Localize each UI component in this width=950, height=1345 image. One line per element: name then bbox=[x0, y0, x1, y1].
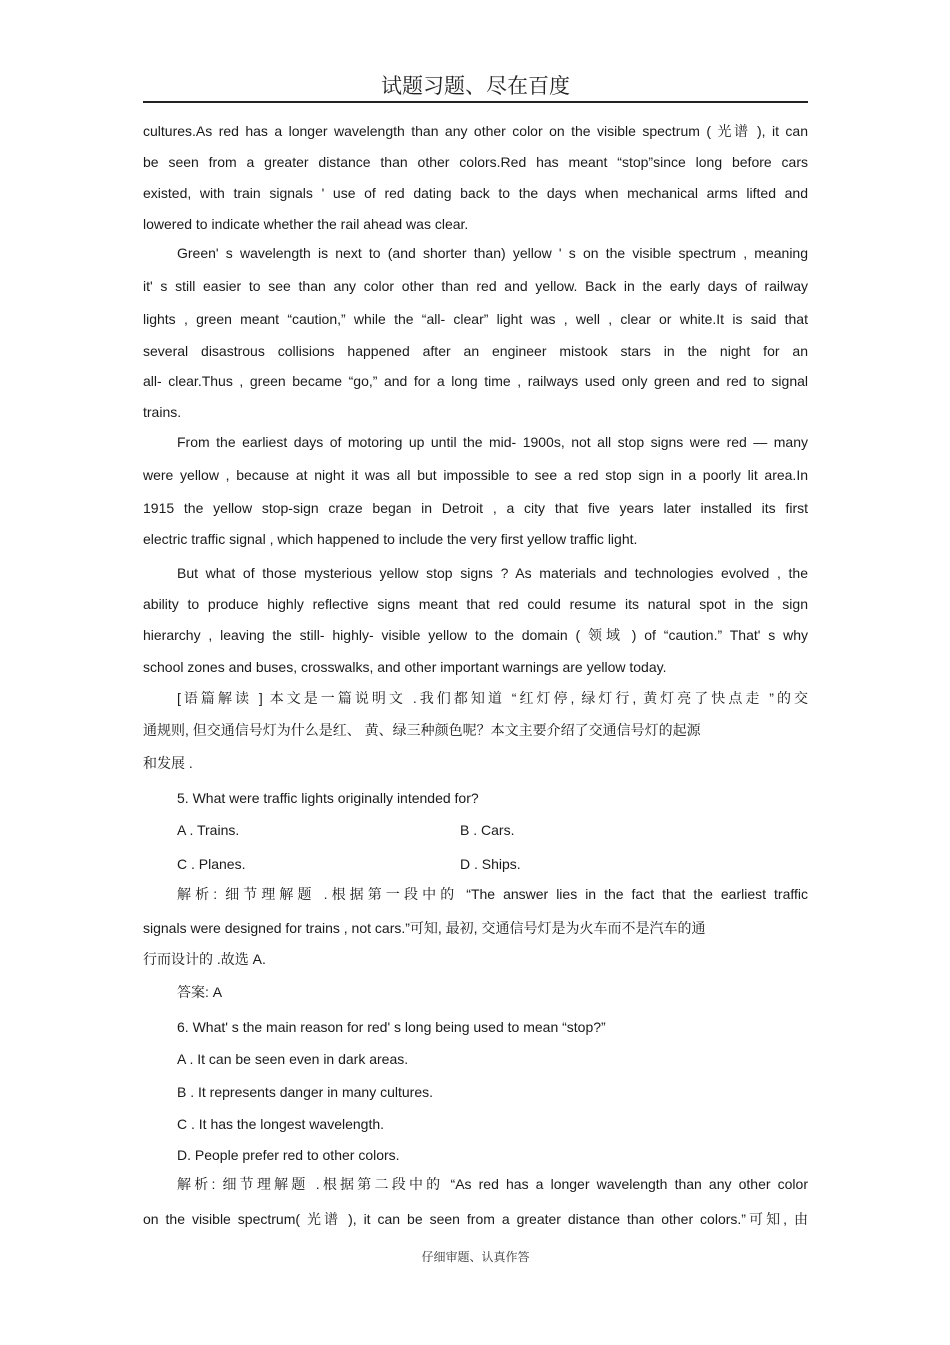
option-d: D . Ships. bbox=[460, 856, 521, 872]
analysis-line: 行而设计的 .故选 A. bbox=[143, 951, 266, 967]
analysis-line: 解析: 细节理解题 .根据第一段中的 “The answer lies in the fact that the earliest traffic bbox=[177, 886, 808, 902]
text-line: hierarchy , leaving the still- highly- visible yellow to the domain ( 领域 ) of “caution.” That' s why bbox=[143, 627, 808, 643]
text-line: ability to produce highly reflective signs meant that red could resume its natural spot in the sign bbox=[143, 596, 808, 612]
summary-line: 通规则, 但交通信号灯为什么是红、 黄、绿三种颜色呢？本文主要介绍了交通信号灯的起源 bbox=[143, 722, 701, 738]
text-line: electric traffic signal , which happened to include the very first yellow traffic light. bbox=[143, 531, 638, 547]
option-c: C . It has the longest wavelength. bbox=[177, 1116, 385, 1132]
header-rule bbox=[143, 101, 808, 103]
summary-line: [语篇解读 ] 本文是一篇说明文 .我们都知道 “红灯停, 绿灯行, 黄灯亮了快点走 ”的交 bbox=[177, 690, 808, 706]
text-line: were yellow , because at night it was all but impossible to see a red stop sign in a poorly lit area.In bbox=[143, 467, 808, 483]
text-line: existed, with train signals ' use of red dating back to the days when mechanical arms lifted and bbox=[143, 185, 808, 201]
option-c: C . Planes. bbox=[177, 856, 246, 872]
answer-5: 答案: A bbox=[177, 984, 223, 1000]
text-line: all- clear.Thus , green became “go,” and for a long time , railways used only green and red to signal bbox=[143, 373, 808, 389]
text-line: lowered to indicate whether the rail ahead was clear. bbox=[143, 216, 469, 232]
question-6: 6. What' s the main reason for red' s long being used to mean “stop?” bbox=[177, 1019, 606, 1035]
option-a: A . Trains. bbox=[177, 822, 240, 838]
question-5: 5. What were traffic lights originally intended for? bbox=[177, 790, 479, 806]
text-line: But what of those mysterious yellow stop signs ? As materials and technologies evolved , the bbox=[177, 565, 808, 581]
option-b: B . It represents danger in many cultures. bbox=[177, 1084, 434, 1100]
page-footer: 仔细审题、认真作答 bbox=[421, 1250, 530, 1264]
page-header-title: 试题习题、尽在百度 bbox=[381, 74, 570, 98]
analysis-line: signals were designed for trains , not cars.”可知, 最初, 交通信号灯是为火车而不是汽车的通 bbox=[143, 920, 706, 936]
text-line: cultures.As red has a longer wavelength than any other color on the visible spectrum ( 光谱 ), it can bbox=[143, 123, 808, 139]
text-line: lights , green meant “caution,” while the “all- clear” light was , well , clear or white.It is said that bbox=[143, 311, 808, 327]
text-line: From the earliest days of motoring up until the mid- 1900s, not all stop signs were red — many bbox=[177, 434, 808, 450]
option-d: D. People prefer red to other colors. bbox=[177, 1147, 400, 1163]
text-line: 1915 the yellow stop-sign craze began in Detroit , a city that five years later installed its first bbox=[143, 500, 808, 516]
text-line: school zones and buses, crosswalks, and other important warnings are yellow today. bbox=[143, 659, 667, 675]
summary-line: 和发展 . bbox=[143, 755, 193, 771]
option-a: A . It can be seen even in dark areas. bbox=[177, 1051, 409, 1067]
text-line: several disastrous collisions happened after an engineer mistook stars in the night for an bbox=[143, 343, 808, 359]
analysis-line: 解析: 细节理解题 .根据第二段中的 “As red has a longer wavelength than any other color bbox=[177, 1176, 808, 1192]
text-line: trains. bbox=[143, 404, 182, 420]
option-b: B . Cars. bbox=[460, 822, 515, 838]
text-line: Green' s wavelength is next to (and shorter than) yellow ' s on the visible spectrum , meaning bbox=[177, 245, 808, 261]
text-line: it' s still easier to see than any color other than red and yellow. Back in the early days of railway bbox=[143, 278, 808, 294]
analysis-line: on the visible spectrum( 光谱 ), it can be seen from a greater distance than other colors.”可知, 由 bbox=[143, 1211, 808, 1227]
text-line: be seen from a greater distance than other colors.Red has meant “stop”since long before cars bbox=[143, 154, 808, 170]
